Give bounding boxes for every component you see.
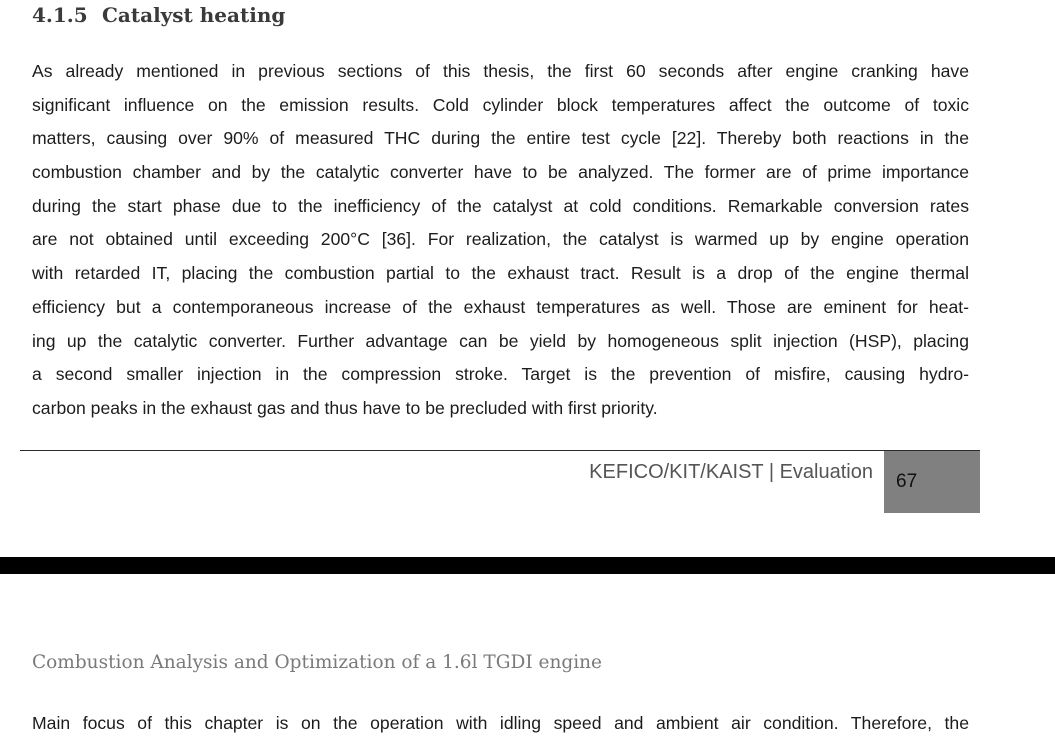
paragraph-line: matters, causing over 90% of measured THC during the entire test cycle [22]. Thereby both reactions in the [32,128,969,149]
paragraph-line: carbon peaks in the exhaust gas and thus have to be precluded with first priority. [32,397,658,418]
section-heading [32,3,285,27]
paragraph-line: Main focus of this chapter is on the operation with idling speed and ambient air condition. Therefore, the [32,713,969,733]
paragraph-line: As already mentioned in previous sections of this thesis, the first 60 seconds after engine cranking have [32,61,969,81]
page-number: 67 [896,471,918,492]
paragraph-line: combustion chamber and by the catalytic converter have to be analyzed. The former are of prime importance [32,162,969,183]
paragraph-line: during the start phase due to the inefficiency of the catalyst at cold conditions. Remarkable conversion rates [32,195,969,216]
body-paragraph [32,55,969,426]
paragraph-line: significant influence on the emission results. Cold cylinder block temperatures affect the outcome of toxic [32,94,969,115]
paragraph-line: are not obtained until exceeding 200°C [36]. For realization, the catalyst is warmed up by engine operation [32,229,969,250]
section-number: 4.1.5 [32,3,88,27]
paragraph-line: ing up the catalytic converter. Further advantage can be yield by homogeneous split injection (HSP), placing [32,330,969,351]
page-number-box [884,451,980,513]
paragraph-line: with retarded IT, placing the combustion partial to the exhaust tract. Result is a drop of the engine thermal [32,263,969,284]
paragraph-line: efficiency but a contemporaneous increase of the exhaust temperatures as well. Those are eminent for heat- [32,296,969,317]
page-footer-text: KEFICO/KIT/KAIST | Evaluation [589,461,873,483]
paragraph-line: a second smaller injection in the compression stroke. Target is the prevention of misfire, causing hydro- [32,364,969,385]
body-paragraph [32,707,969,741]
page-break-bar [0,557,1055,574]
running-header: Combustion Analysis and Optimization of a 1.6l TGDI engine [32,652,602,673]
section-title: Catalyst heating [102,3,286,27]
footer-divider [20,450,980,451]
